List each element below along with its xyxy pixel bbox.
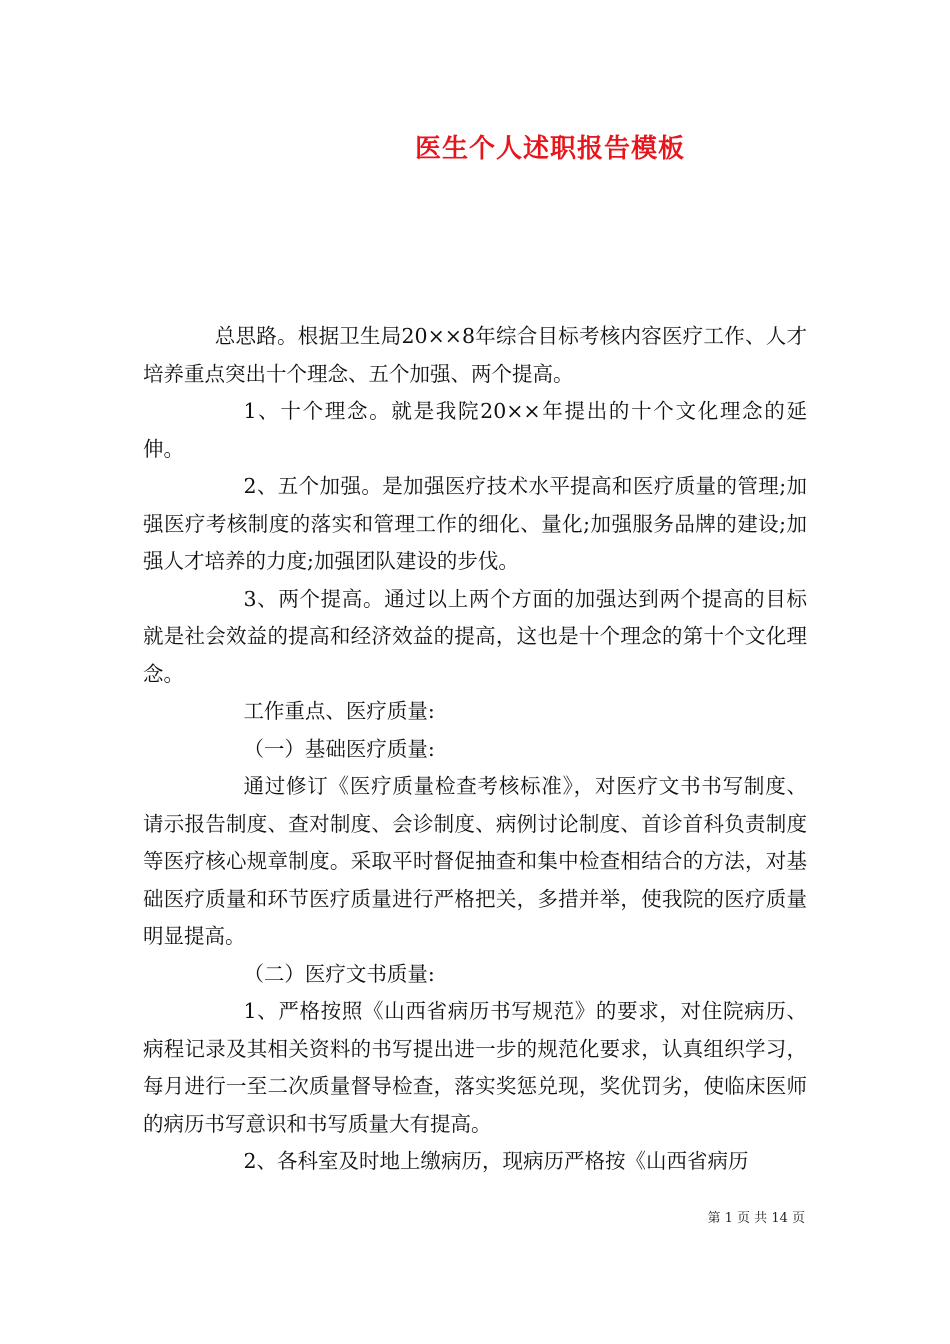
paragraph-records-item-1: 1、严格按照《山西省病历书写规范》的要求，对住院病历、病程记录及其相关资料的书写提出进一步的规范化要求，认真组织学习，每月进行一至二次质量督导检查，落实奖惩兑现，奖优罚劣，使临床医师的病历书写意识和书写质量大有提高。 <box>143 999 807 1136</box>
paragraph-records-quality-heading: （二）医疗文书质量: <box>243 961 435 986</box>
document-body <box>143 318 807 1181</box>
paragraph-work-focus: 工作重点、医疗质量: <box>243 699 435 723</box>
paragraph-ten-concepts: 1、十个理念。就是我院20××年提出的十个文化理念的延伸。 <box>143 399 807 461</box>
paragraph-five-strengthenings: 2、五个加强。是加强医疗技术水平提高和医疗质量的管理;加强医疗考核制度的落实和管理工作的细化、量化;加强服务品牌的建设;加强人才培养的力度;加强团队建设的步伐。 <box>143 474 807 573</box>
paragraph-two-improvements: 3、两个提高。通过以上两个方面的加强达到两个提高的目标就是社会效益的提高和经济效益的提高，这也是十个理念的第十个文化理念。 <box>143 586 807 686</box>
paragraph-overview: 总思路。根据卫生局20××8年综合目标考核内容医疗工作、人才培养重点突出十个理念、五个加强、两个提高。 <box>143 324 807 386</box>
paragraph-records-item-2: 2、各科室及时地上缴病历，现病历严格按《山西省病历 <box>243 1149 749 1173</box>
document-title: 医生个人述职报告模板 <box>414 134 685 164</box>
page-number: 第 1 页 共 14 页 <box>707 1211 805 1226</box>
paragraph-basic-quality-heading: （一）基础医疗质量: <box>243 736 435 761</box>
paragraph-basic-quality: 通过修订《医疗质量检查考核标准》，对医疗文书书写制度、请示报告制度、查对制度、会诊制度、病例讨论制度、首诊首科负责制度等医疗核心规章制度。采取平时督促抽查和集中检查相结合的方法，对基础医疗质量和环节医疗质量进行严格把关，多措并举，使我院的医疗质量明显提高。 <box>143 774 807 948</box>
